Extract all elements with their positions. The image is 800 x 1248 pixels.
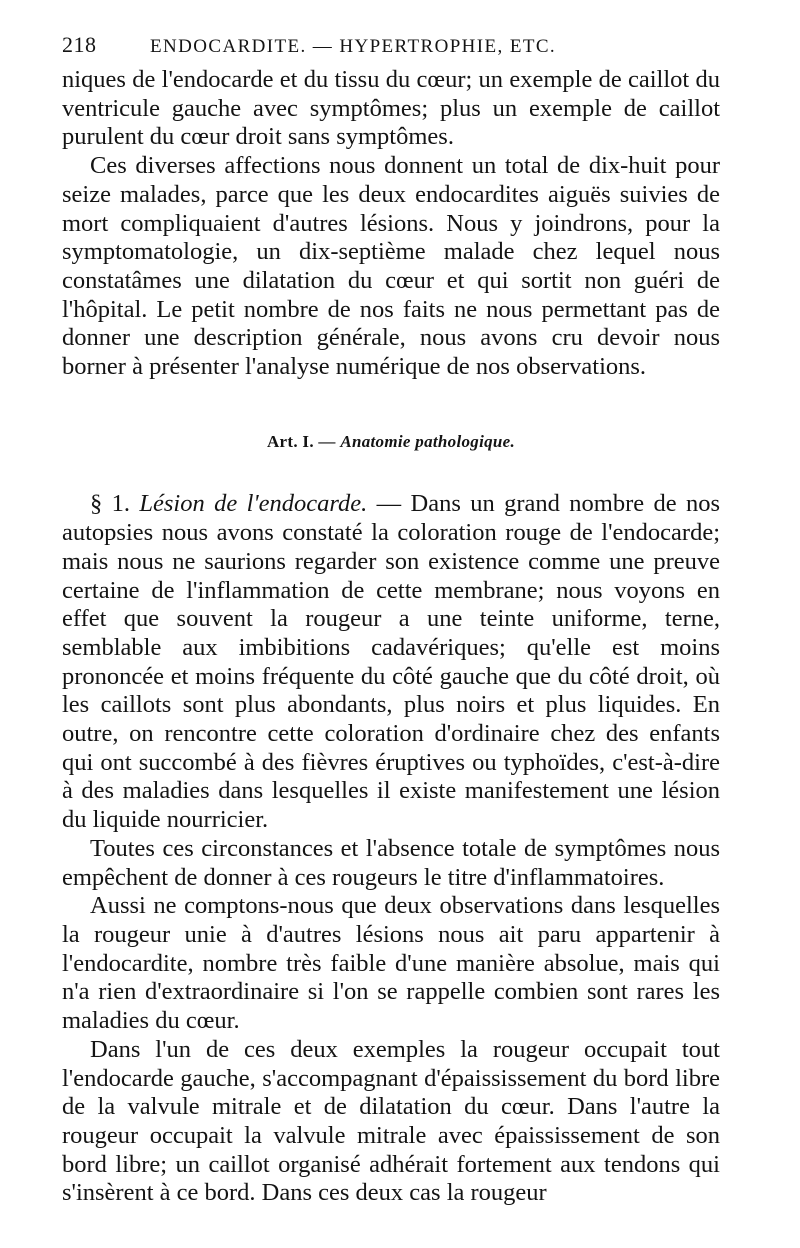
article-heading	[62, 428, 720, 457]
page-body	[62, 66, 720, 1208]
section-title: Lésion de l'endocarde.	[139, 490, 368, 518]
section-text: Dans un grand nombre de nos autopsies nous avons constaté la coloration rouge de l'endocarde; mais nous ne saurions regarder son existence comme une preuve certaine de l'inflammation de cette membrane; nous voyons en effet que souvent la rougeur a une teinte uniforme, terne, semblable aux imbibitions cadavériques; qu'elle est moins prononcée et moins fréquente du côté gauche que du côté droit, où les caillots sont plus abondants, plus noirs et plus liquides. En outre, on rencontre cette coloration d'ordinaire chez des enfants qui ont succombé à des fièvres éruptives ou typhoïdes, c'est-à-dire à des maladies dans lesquelles il existe manifestement une lésion du liquide nourricier.	[62, 490, 721, 834]
paragraph-observations: Aussi ne comptons-nous que deux observations dans lesquelles la rougeur unie à d'autres lésions nous ait paru appartenir à l'endocardite, nombre très faible d'une manière absolue, mais qui n'a rien d'extraordinaire si l'on se rappelle combien sont rares les maladies du cœur.	[62, 892, 720, 1035]
paragraph-circumstances: Toutes ces circonstances et l'absence totale de symptômes nous empêchent de donner à ces rougeurs le titre d'inflammatoires.	[62, 834, 720, 891]
page-number: 218	[62, 32, 97, 57]
article-label: Art. I. —	[266, 431, 336, 451]
running-title: ENDOCARDITE. — HYPERTROPHIE, ETC.	[150, 36, 557, 57]
paragraph-examples: Dans l'un de ces deux exemples la rougeur occupait tout l'endocarde gauche, s'accompagnant d'épaississement du bord libre de la valvule mitrale et de dilatation du cœur. Dans l'autre la rougeur occupait la valvule mitrale avec épaississement de son bord libre; un caillot organisé adhérait fortement aux tendons qui s'insèrent à ce bord. Dans ces deux cas la rougeur	[62, 1035, 720, 1207]
section-dash: —	[367, 490, 411, 518]
running-header	[62, 32, 720, 66]
section-number: § 1.	[90, 490, 130, 518]
paragraph-summary: Ces diverses affections nous donnent un total de dix-huit pour seize malades, parce que les deux endocardites aiguës suivies de mort compliquaient d'autres lésions. Nous y joindrons, pour la symptomatologie, un dix-septième malade chez lequel nous constatâmes une dilatation du cœur et qui sortit non guéri de l'hôpital. Le petit nombre de nos faits ne nous permettant pas de donner une description générale, nous avons cru devoir nous borner à présenter l'analyse numérique de nos observations.	[62, 152, 720, 381]
article-title: Anatomie pathologique.	[340, 431, 516, 451]
paragraph-continuation: niques de l'endocarde et du tissu du cœur; un exemple de caillot du ventricule gauche avec symptômes; plus un exemple de caillot purulent du cœur droit sans symptômes.	[62, 66, 720, 151]
paragraph-section-1	[62, 490, 720, 834]
